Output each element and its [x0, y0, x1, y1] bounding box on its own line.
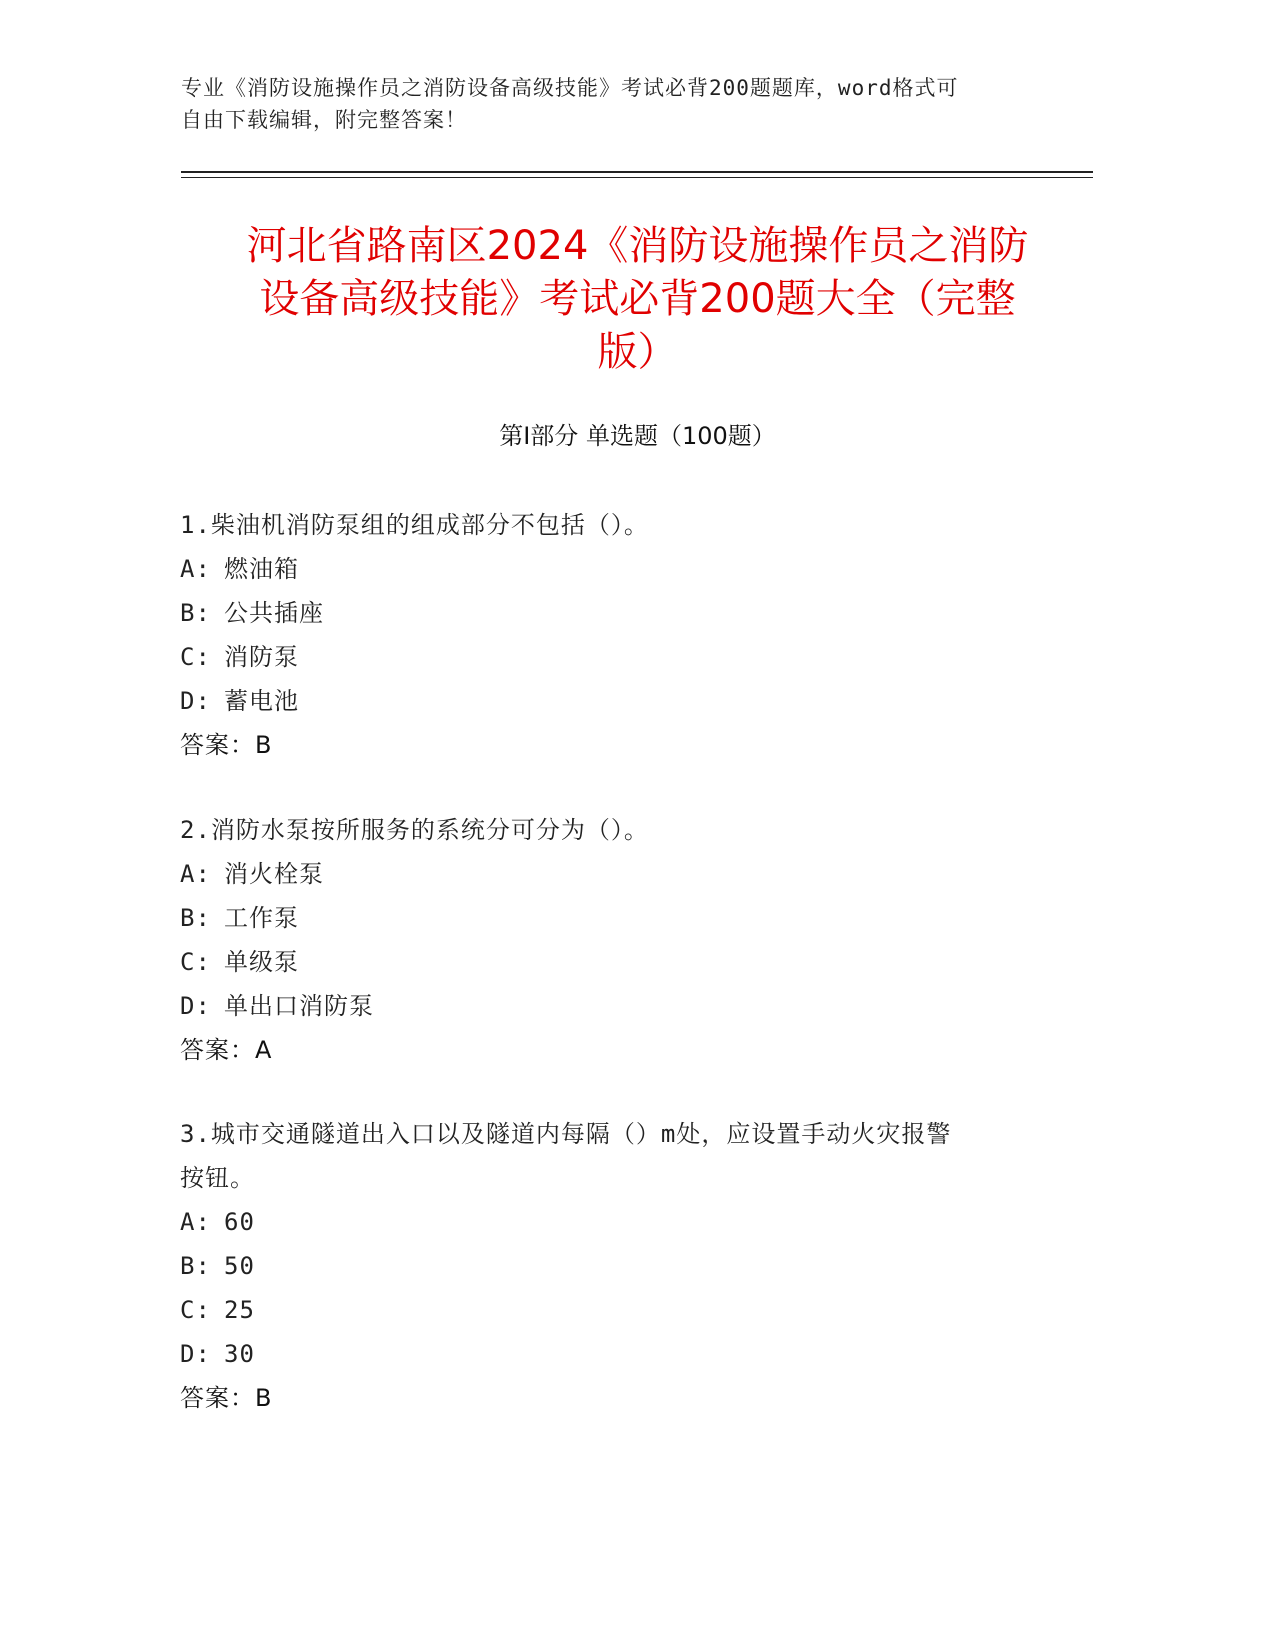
option-label: D:: [180, 1340, 211, 1368]
option-text: 工作泵: [224, 904, 299, 932]
header-note-line: 专业《消防设施操作员之消防设备高级技能》考试必背200题题库，word格式可: [181, 76, 959, 100]
document-title: [160, 220, 1115, 379]
option-a: [180, 852, 1080, 896]
option-text: 消防泵: [224, 643, 299, 671]
question-stem: 2.消防水泵按所服务的系统分可分为（）。: [180, 816, 649, 844]
option-b: [180, 896, 1080, 940]
header-note-line: 自由下载编辑，附完整答案！: [181, 108, 467, 132]
option-b: [180, 1244, 1080, 1288]
option-text: 蓄电池: [224, 687, 299, 715]
option-text: 单出口消防泵: [224, 992, 374, 1020]
option-b: [180, 591, 1080, 635]
option-text: 30: [224, 1340, 255, 1368]
header-note: [181, 72, 1041, 136]
option-text: 60: [224, 1208, 255, 1236]
header-divider-thin: [181, 177, 1093, 178]
option-label: D:: [180, 992, 211, 1020]
option-text: 消火栓泵: [224, 860, 324, 888]
option-text: 单级泵: [224, 948, 299, 976]
option-text: 25: [224, 1296, 255, 1324]
question-stem: 3.城市交通隧道出入口以及隧道内每隔（）m处，应设置手动火灾报警: [180, 1120, 952, 1148]
question-1: [180, 503, 1080, 767]
title-line: 河北省路南区2024《消防设施操作员之消防: [246, 223, 1029, 269]
question-stem: 1.柴油机消防泵组的组成部分不包括（）。: [180, 511, 649, 539]
option-label: C:: [180, 1296, 211, 1324]
option-label: D:: [180, 687, 211, 715]
question-3: [180, 1112, 1080, 1420]
question-2: [180, 808, 1080, 1072]
option-label: A:: [180, 860, 211, 888]
option-label: B:: [180, 1252, 211, 1280]
option-d: [180, 679, 1080, 723]
option-d: [180, 984, 1080, 1028]
title-line: 设备高级技能》考试必背200题大全（完整: [259, 276, 1016, 322]
option-a: [180, 547, 1080, 591]
answer: 答案：B: [180, 1384, 273, 1412]
option-label: B:: [180, 599, 211, 627]
section-heading: 第Ⅰ部分 单选题（100题）: [499, 422, 776, 450]
answer: 答案：A: [180, 1036, 273, 1064]
option-label: C:: [180, 643, 211, 671]
option-c: [180, 1288, 1080, 1332]
option-a: [180, 1200, 1080, 1244]
option-label: B:: [180, 904, 211, 932]
option-text: 燃油箱: [224, 555, 299, 583]
option-c: [180, 635, 1080, 679]
question-stem-continued: 按钮。: [180, 1164, 255, 1192]
option-label: A:: [180, 555, 211, 583]
option-label: C:: [180, 948, 211, 976]
title-line: 版）: [597, 329, 678, 375]
answer: 答案：B: [180, 731, 273, 759]
option-c: [180, 940, 1080, 984]
option-text: 公共插座: [224, 599, 324, 627]
option-d: [180, 1332, 1080, 1376]
header-divider-thick: [181, 171, 1093, 173]
option-label: A:: [180, 1208, 211, 1236]
option-text: 50: [224, 1252, 255, 1280]
